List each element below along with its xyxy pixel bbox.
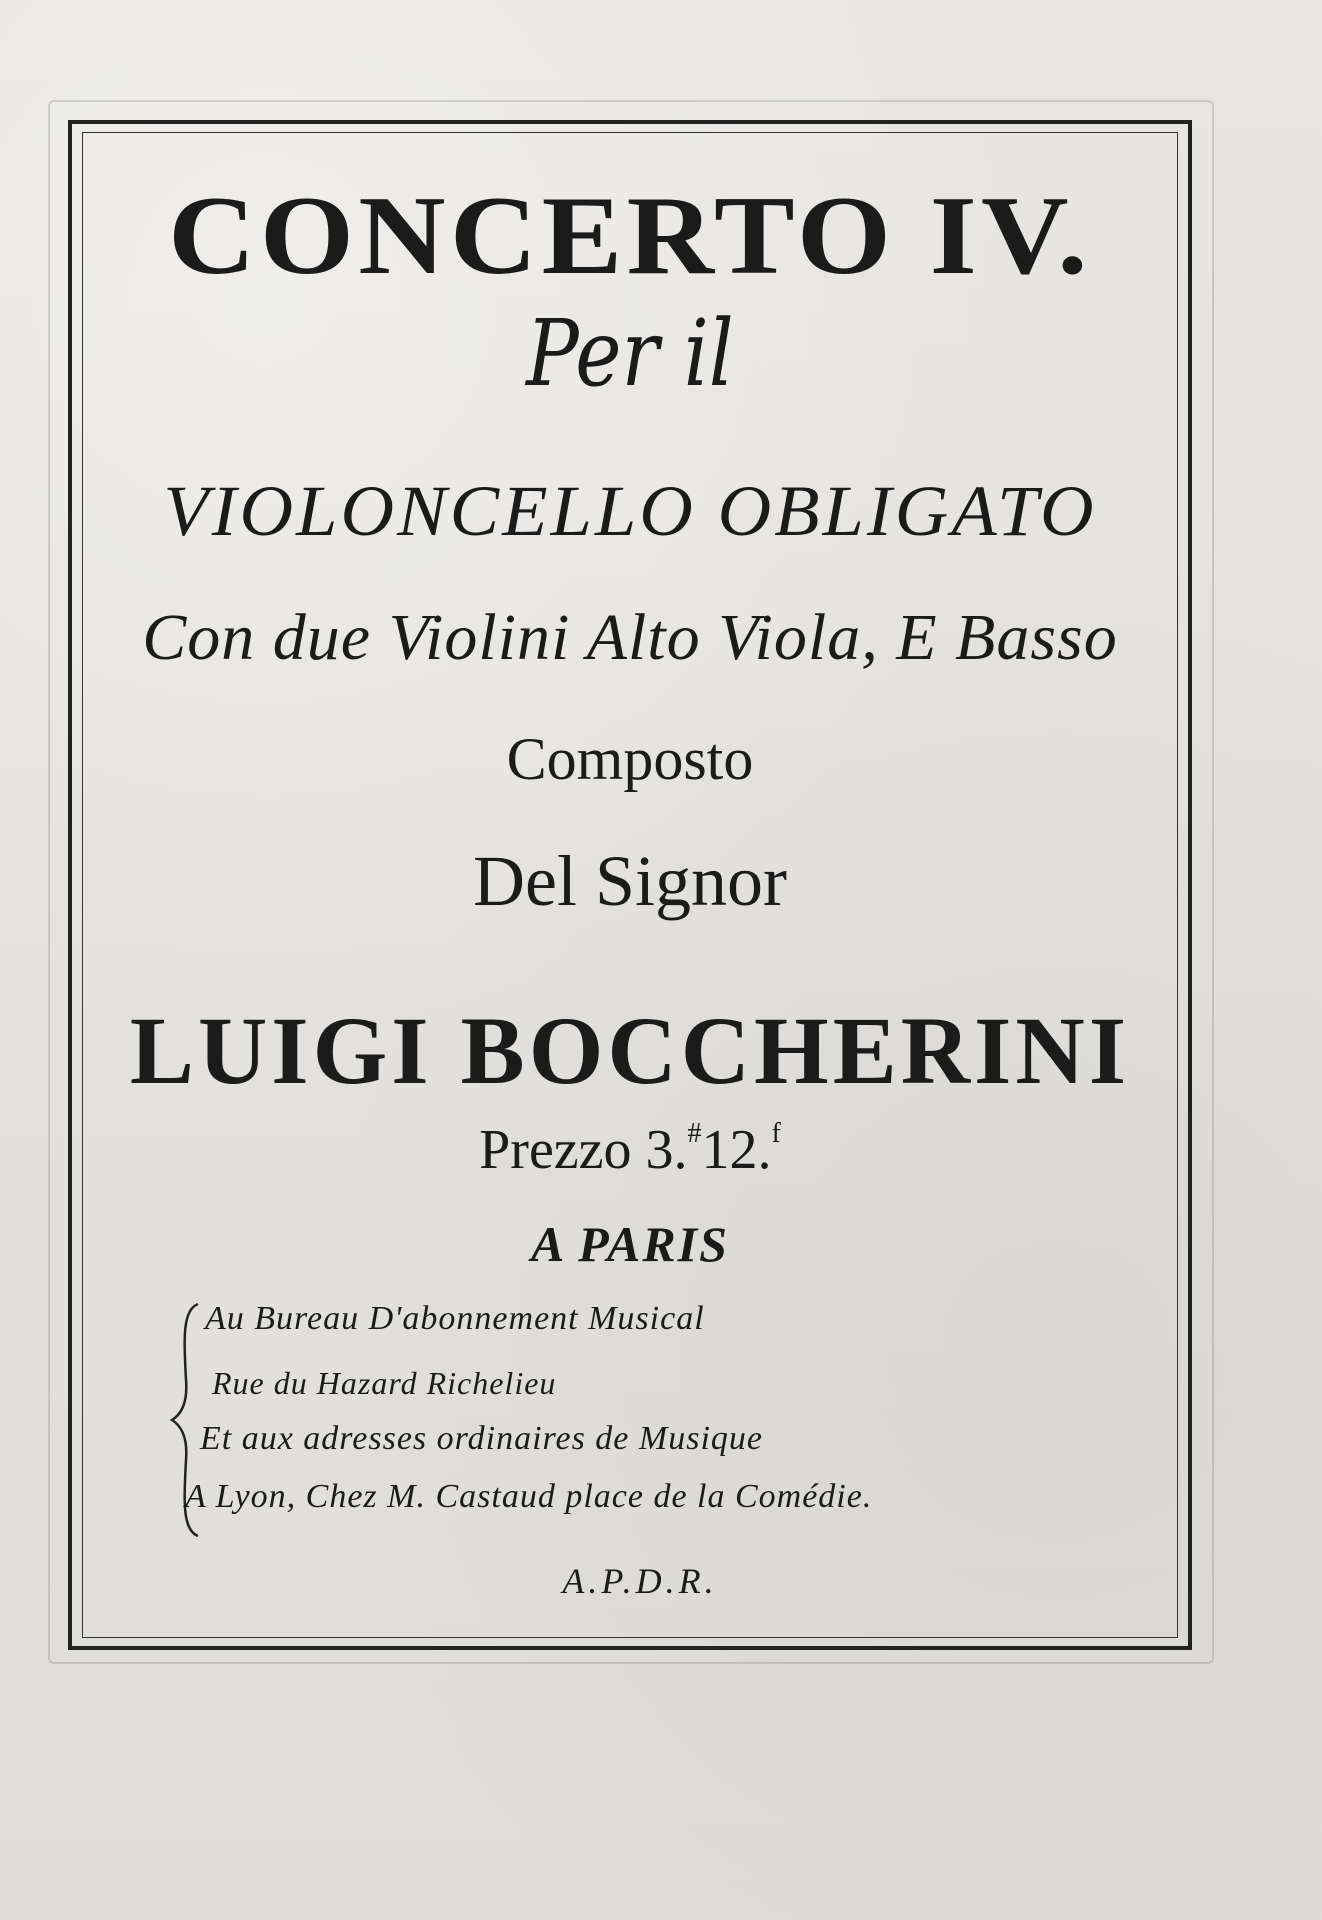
- address-line-4: A Lyon, Chez M. Castaud place de la Comédie.: [185, 1478, 873, 1515]
- concerto-title: CONCERTO IV.: [168, 174, 1092, 298]
- city-line: A PARIS: [531, 1216, 729, 1272]
- per-il-line: Per il: [526, 300, 734, 407]
- privilege-mark: A.P.D.R.: [562, 1561, 718, 1601]
- composto-line: Composto: [506, 726, 754, 792]
- address-line-3: Et aux adresses ordinaires de Musique: [200, 1420, 763, 1457]
- price-unit-livres: #: [687, 1118, 702, 1149]
- accompaniment-line: Con due Violini Alto Viola, E Basso: [142, 601, 1118, 674]
- price-amount-sols: 12.: [701, 1119, 772, 1181]
- price-prefix: Prezzo 3.: [479, 1119, 688, 1181]
- address-line-1: Au Bureau D'abonnement Musical: [205, 1300, 705, 1337]
- address-line-2: Rue du Hazard Richelieu: [212, 1365, 557, 1401]
- del-signor-line: Del Signor: [473, 841, 787, 921]
- price-line: [82, 1118, 1178, 1182]
- instrument-line: VIOLONCELLO OBLIGATO: [163, 471, 1097, 551]
- price-unit-sols: f: [771, 1118, 781, 1149]
- composer-name: LUIGI BOCCHERINI: [129, 997, 1131, 1104]
